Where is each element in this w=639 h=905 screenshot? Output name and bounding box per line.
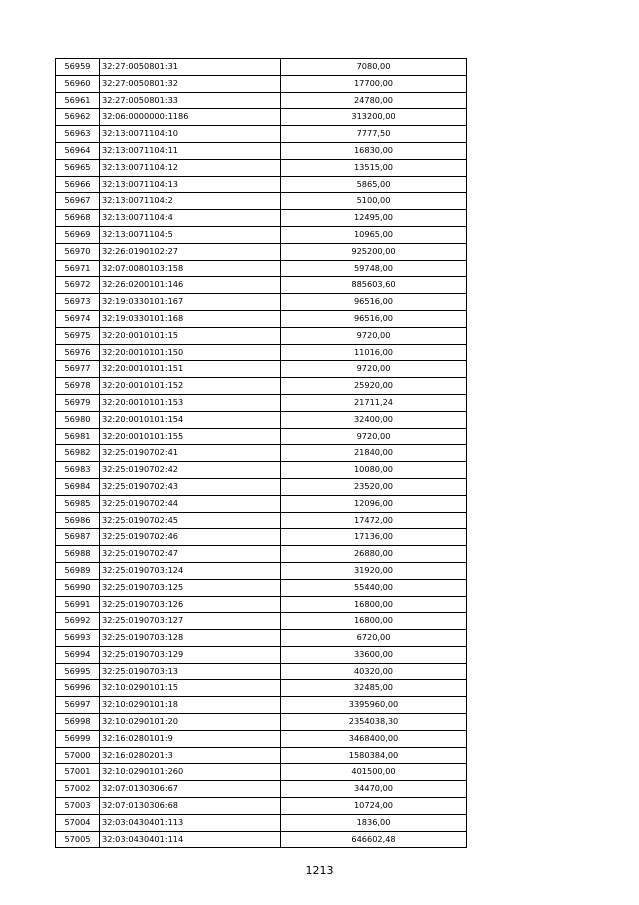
- row-number-cell: 56987: [56, 529, 100, 546]
- value-cell: 33600,00: [281, 646, 467, 663]
- cadastral-number-cell: 32:19:0330101:167: [100, 294, 281, 311]
- value-cell: 3395960,00: [281, 697, 467, 714]
- table-row: [56, 109, 467, 126]
- value-cell: 21840,00: [281, 445, 467, 462]
- cadastral-number-cell: 32:20:0010101:150: [100, 344, 281, 361]
- table-row: [56, 294, 467, 311]
- row-number-cell: 56961: [56, 92, 100, 109]
- table-row: [56, 411, 467, 428]
- cadastral-number-cell: 32:25:0190702:45: [100, 512, 281, 529]
- row-number-cell: 56965: [56, 159, 100, 176]
- cadastral-number-cell: 32:10:0290101:15: [100, 680, 281, 697]
- cadastral-number-cell: 32:25:0190703:129: [100, 646, 281, 663]
- value-cell: 31920,00: [281, 562, 467, 579]
- cadastral-number-cell: 32:25:0190702:47: [100, 546, 281, 563]
- row-number-cell: 57004: [56, 814, 100, 831]
- table-row: [56, 327, 467, 344]
- value-cell: 9720,00: [281, 428, 467, 445]
- cadastral-number-cell: 32:25:0190703:124: [100, 562, 281, 579]
- row-number-cell: 56991: [56, 596, 100, 613]
- table-row: [56, 126, 467, 143]
- table-row: [56, 630, 467, 647]
- table-row: [56, 546, 467, 563]
- table-row: [56, 646, 467, 663]
- row-number-cell: 56984: [56, 478, 100, 495]
- value-cell: 313200,00: [281, 109, 467, 126]
- cadastral-number-cell: 32:13:0071104:13: [100, 176, 281, 193]
- row-number-cell: 56986: [56, 512, 100, 529]
- row-number-cell: 56979: [56, 394, 100, 411]
- table-row: [56, 193, 467, 210]
- cadastral-number-cell: 32:25:0190703:126: [100, 596, 281, 613]
- row-number-cell: 56975: [56, 327, 100, 344]
- row-number-cell: 56977: [56, 361, 100, 378]
- table-row: [56, 260, 467, 277]
- table-row: [56, 310, 467, 327]
- value-cell: 16830,00: [281, 142, 467, 159]
- value-cell: 5100,00: [281, 193, 467, 210]
- row-number-cell: 57003: [56, 798, 100, 815]
- table-row: [56, 512, 467, 529]
- cadastral-number-cell: 32:03:0430401:113: [100, 814, 281, 831]
- row-number-cell: 57005: [56, 831, 100, 848]
- cadastral-number-cell: 32:20:0010101:151: [100, 361, 281, 378]
- cadastral-number-cell: 32:27:0050801:32: [100, 75, 281, 92]
- cadastral-number-cell: 32:13:0071104:2: [100, 193, 281, 210]
- value-cell: 3468400,00: [281, 730, 467, 747]
- cadastral-number-cell: 32:06:0000000:1186: [100, 109, 281, 126]
- table-row: [56, 142, 467, 159]
- value-cell: 21711,24: [281, 394, 467, 411]
- value-cell: 885603,60: [281, 277, 467, 294]
- value-cell: 12495,00: [281, 210, 467, 227]
- table-row: [56, 478, 467, 495]
- cadastral-number-cell: 32:25:0190703:125: [100, 579, 281, 596]
- table-row: [56, 831, 467, 848]
- row-number-cell: 56962: [56, 109, 100, 126]
- table-row: [56, 243, 467, 260]
- cadastral-number-cell: 32:07:0080103:158: [100, 260, 281, 277]
- table-row: [56, 680, 467, 697]
- cadastral-number-cell: 32:16:0280101:9: [100, 730, 281, 747]
- value-cell: 1580384,00: [281, 747, 467, 764]
- table-row: [56, 730, 467, 747]
- row-number-cell: 56959: [56, 59, 100, 76]
- cadastral-number-cell: 32:25:0190702:44: [100, 495, 281, 512]
- value-cell: 96516,00: [281, 310, 467, 327]
- row-number-cell: 56985: [56, 495, 100, 512]
- table-row: [56, 75, 467, 92]
- row-number-cell: 56964: [56, 142, 100, 159]
- value-cell: 25920,00: [281, 378, 467, 395]
- row-number-cell: 56982: [56, 445, 100, 462]
- cadastral-number-cell: 32:20:0010101:153: [100, 394, 281, 411]
- value-cell: 16800,00: [281, 596, 467, 613]
- value-cell: 11016,00: [281, 344, 467, 361]
- cadastral-number-cell: 32:25:0190703:127: [100, 613, 281, 630]
- value-cell: 16800,00: [281, 613, 467, 630]
- value-cell: 7080,00: [281, 59, 467, 76]
- table-row: [56, 613, 467, 630]
- value-cell: 55440,00: [281, 579, 467, 596]
- table-row: [56, 781, 467, 798]
- value-cell: 32400,00: [281, 411, 467, 428]
- table-row: [56, 747, 467, 764]
- table-row: [56, 226, 467, 243]
- cadastral-number-cell: 32:07:0130306:67: [100, 781, 281, 798]
- value-cell: 6720,00: [281, 630, 467, 647]
- row-number-cell: 56973: [56, 294, 100, 311]
- table-row: [56, 428, 467, 445]
- table-row: [56, 445, 467, 462]
- table-row: [56, 159, 467, 176]
- row-number-cell: 56972: [56, 277, 100, 294]
- table-row: [56, 277, 467, 294]
- cadastral-number-cell: 32:16:0280201:3: [100, 747, 281, 764]
- table-row: [56, 59, 467, 76]
- row-number-cell: 56960: [56, 75, 100, 92]
- table-row: [56, 176, 467, 193]
- row-number-cell: 56994: [56, 646, 100, 663]
- row-number-cell: 56968: [56, 210, 100, 227]
- value-cell: 401500,00: [281, 764, 467, 781]
- row-number-cell: 56969: [56, 226, 100, 243]
- table-row: [56, 697, 467, 714]
- value-cell: 24780,00: [281, 92, 467, 109]
- row-number-cell: 56976: [56, 344, 100, 361]
- value-cell: 40320,00: [281, 663, 467, 680]
- value-cell: 1836,00: [281, 814, 467, 831]
- row-number-cell: 56970: [56, 243, 100, 260]
- row-number-cell: 56966: [56, 176, 100, 193]
- row-number-cell: 57001: [56, 764, 100, 781]
- cadastral-number-cell: 32:25:0190703:13: [100, 663, 281, 680]
- table-row: [56, 92, 467, 109]
- row-number-cell: 56992: [56, 613, 100, 630]
- table-row: [56, 764, 467, 781]
- value-cell: 23520,00: [281, 478, 467, 495]
- table-row: [56, 562, 467, 579]
- row-number-cell: 56990: [56, 579, 100, 596]
- row-number-cell: 56988: [56, 546, 100, 563]
- cadastral-number-cell: 32:10:0290101:18: [100, 697, 281, 714]
- cadastral-number-cell: 32:10:0290101:20: [100, 714, 281, 731]
- value-cell: 26880,00: [281, 546, 467, 563]
- table-row: [56, 394, 467, 411]
- table-row: [56, 579, 467, 596]
- value-cell: 13515,00: [281, 159, 467, 176]
- value-cell: 10080,00: [281, 462, 467, 479]
- cadastral-number-cell: 32:13:0071104:10: [100, 126, 281, 143]
- cadastral-number-cell: 32:13:0071104:11: [100, 142, 281, 159]
- value-cell: 9720,00: [281, 327, 467, 344]
- table-row: [56, 714, 467, 731]
- table-row: [56, 529, 467, 546]
- table-row: [56, 596, 467, 613]
- cadastral-number-cell: 32:19:0330101:168: [100, 310, 281, 327]
- cadastral-number-cell: 32:26:0200101:146: [100, 277, 281, 294]
- row-number-cell: 56989: [56, 562, 100, 579]
- table-row: [56, 663, 467, 680]
- value-cell: 17472,00: [281, 512, 467, 529]
- cadastral-number-cell: 32:20:0010101:15: [100, 327, 281, 344]
- cadastral-number-cell: 32:27:0050801:31: [100, 59, 281, 76]
- value-cell: 7777,50: [281, 126, 467, 143]
- row-number-cell: 56996: [56, 680, 100, 697]
- cadastral-number-cell: 32:25:0190702:43: [100, 478, 281, 495]
- value-cell: 12096,00: [281, 495, 467, 512]
- cadastral-number-cell: 32:25:0190703:128: [100, 630, 281, 647]
- row-number-cell: 57000: [56, 747, 100, 764]
- row-number-cell: 56983: [56, 462, 100, 479]
- page-number: 1213: [305, 864, 334, 877]
- cadastral-number-cell: 32:10:0290101:260: [100, 764, 281, 781]
- cadastral-number-cell: 32:13:0071104:4: [100, 210, 281, 227]
- row-number-cell: 56978: [56, 378, 100, 395]
- table-row: [56, 361, 467, 378]
- value-cell: 17700,00: [281, 75, 467, 92]
- cadastral-number-cell: 32:25:0190702:41: [100, 445, 281, 462]
- cadastral-number-cell: 32:25:0190702:42: [100, 462, 281, 479]
- value-cell: 59748,00: [281, 260, 467, 277]
- row-number-cell: 56997: [56, 697, 100, 714]
- cadastral-number-cell: 32:20:0010101:152: [100, 378, 281, 395]
- table-row: [56, 798, 467, 815]
- value-cell: 32485,00: [281, 680, 467, 697]
- value-cell: 10724,00: [281, 798, 467, 815]
- row-number-cell: 56971: [56, 260, 100, 277]
- value-cell: 5865,00: [281, 176, 467, 193]
- value-cell: 646602,48: [281, 831, 467, 848]
- cadastral-number-cell: 32:07:0130306:68: [100, 798, 281, 815]
- row-number-cell: 56999: [56, 730, 100, 747]
- value-cell: 925200,00: [281, 243, 467, 260]
- table-body: [56, 59, 467, 848]
- table-row: [56, 462, 467, 479]
- cadastral-number-cell: 32:27:0050801:33: [100, 92, 281, 109]
- cadastral-number-cell: 32:25:0190702:46: [100, 529, 281, 546]
- cadastral-number-cell: 32:26:0190102:27: [100, 243, 281, 260]
- row-number-cell: 56963: [56, 126, 100, 143]
- value-cell: 17136,00: [281, 529, 467, 546]
- row-number-cell: 56995: [56, 663, 100, 680]
- row-number-cell: 57002: [56, 781, 100, 798]
- value-cell: 9720,00: [281, 361, 467, 378]
- cadastral-number-cell: 32:13:0071104:5: [100, 226, 281, 243]
- row-number-cell: 56993: [56, 630, 100, 647]
- table-row: [56, 344, 467, 361]
- row-number-cell: 56981: [56, 428, 100, 445]
- value-cell: 96516,00: [281, 294, 467, 311]
- table-row: [56, 378, 467, 395]
- row-number-cell: 56998: [56, 714, 100, 731]
- table-row: [56, 814, 467, 831]
- cadastral-values-table: [55, 58, 467, 848]
- table-row: [56, 495, 467, 512]
- value-cell: 10965,00: [281, 226, 467, 243]
- value-cell: 34470,00: [281, 781, 467, 798]
- row-number-cell: 56974: [56, 310, 100, 327]
- cadastral-number-cell: 32:03:0430401:114: [100, 831, 281, 848]
- cadastral-number-cell: 32:20:0010101:154: [100, 411, 281, 428]
- value-cell: 2354038,30: [281, 714, 467, 731]
- row-number-cell: 56980: [56, 411, 100, 428]
- table-row: [56, 210, 467, 227]
- cadastral-number-cell: 32:13:0071104:12: [100, 159, 281, 176]
- cadastral-number-cell: 32:20:0010101:155: [100, 428, 281, 445]
- row-number-cell: 56967: [56, 193, 100, 210]
